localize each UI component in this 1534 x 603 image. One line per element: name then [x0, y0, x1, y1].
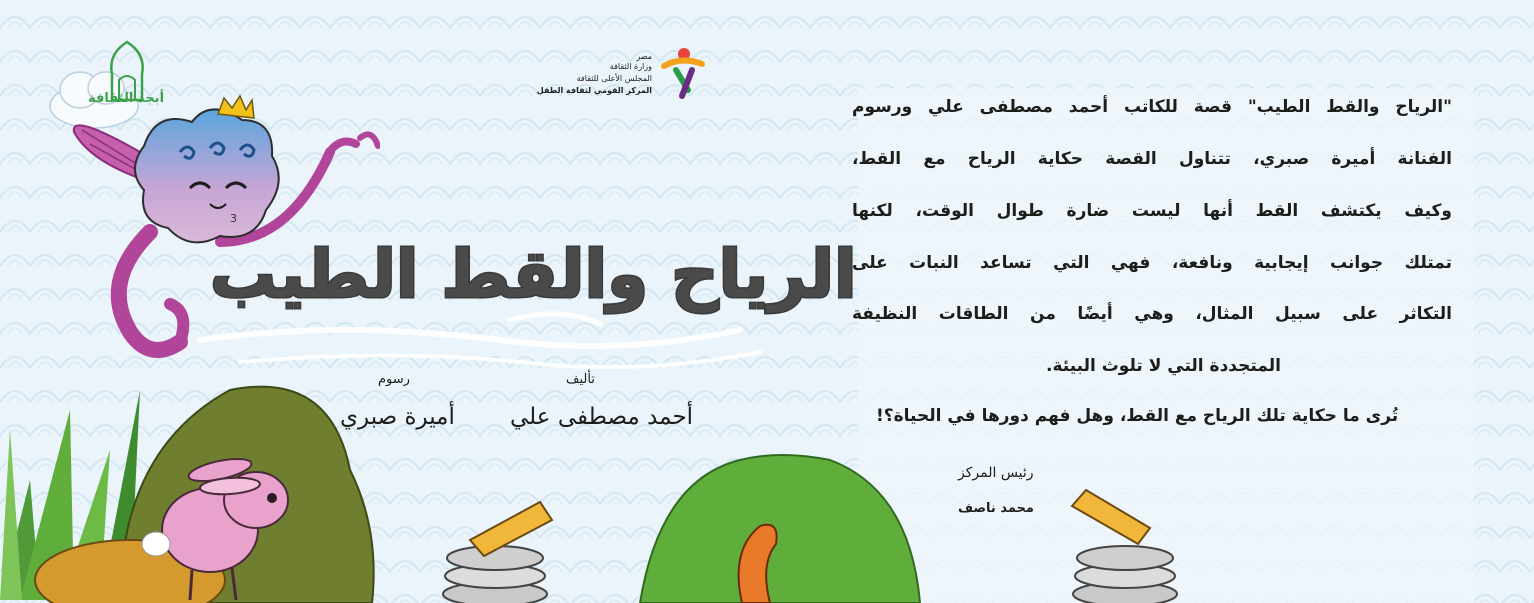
publisher-line-3: المجلس الأعلى للثقافة [576, 74, 652, 83]
author-name: أحمد مصطفى علي [510, 404, 694, 430]
blurb-line-3: وكيف يكتشف القط أنها ليست ضارة طوال الوقت، لكنها [852, 201, 1452, 221]
author-label: تأليف [566, 372, 595, 387]
culture-ministry-logo-icon [658, 46, 706, 102]
blurb-question: تُرى ما حكاية تلك الرياح مع القط، وهل فهم دورها في الحياة؟! [876, 406, 1399, 426]
blurb-line-4: تمتلك جوانب إيجابية ونافعة، فهي التي تساعد النبات على [852, 253, 1452, 273]
illustrator-label: رسوم [378, 372, 410, 387]
blurb-line-2: الفنانة أميرة صبري، تتناول القصة حكاية الرياح مع القط، [852, 149, 1452, 169]
blurb-line-5: التكاثر على سبيل المثال، وهي أيضًا من الطاقات النظيفة [852, 304, 1452, 324]
bottom-scene [0, 330, 1534, 603]
publisher-line-2: وزارة الثقافة [609, 62, 652, 71]
blurb-line-1: "الرياح والقط الطيب" قصة للكاتب أحمد مصطفى علي ورسوم [852, 97, 1452, 117]
publisher-line-1: مصر [636, 52, 652, 61]
publisher-line-4: المركز القومي لثقافة الطفل [536, 86, 652, 95]
book-title: الرياح والقط الطيب [210, 236, 857, 313]
signature-title: رئيس المركز [958, 465, 1034, 481]
green-hill [640, 455, 920, 603]
stone-stack-left [443, 502, 552, 603]
stone-stack-right [1072, 490, 1177, 603]
page-number: 3 [230, 212, 237, 225]
signature-name: محمد ناصف [958, 501, 1034, 516]
series-logo-text: أبجد الثقافة [88, 91, 165, 106]
illustrator-name: أميرة صبري [340, 404, 455, 430]
blurb-last-line: المتجددة التي لا تلوث البيئة. [1046, 356, 1281, 376]
